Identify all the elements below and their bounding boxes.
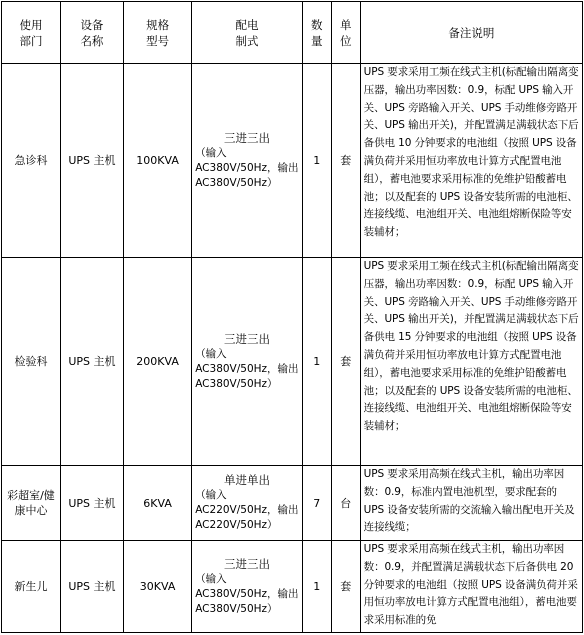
notes-cell: UPS 要求采用高频在线式主机，输出功率因数：0.9，并配置满足满载状态下后备供电 20 分钟要求的电池组（按照 UPS 设备满负荷并采用恒功率放电计算方式配置电池组），蓄电池要求采用标准的免 — [360, 541, 582, 633]
notes-cell: UPS 要求采用高频在线式主机，输出功率因数：0.9，标准内置电池机型，要求配套的 UPS 设备安装所需的交流输入输出配电开关及连接线缆； — [360, 466, 582, 541]
power-desc: （输入 AC380V/50Hz，输出 AC380V/50Hz） — [195, 347, 299, 390]
dept-cell: 新生儿 — [2, 541, 61, 633]
table-row — [2, 258, 583, 466]
device-cell: UPS 主机 — [60, 541, 123, 633]
table-header-row — [2, 2, 583, 64]
unit-cell: 台 — [331, 466, 360, 541]
header-power: 配电 制式 — [192, 2, 303, 64]
power-title: 单进单出 — [223, 473, 270, 487]
power-title: 三进三出 — [223, 130, 270, 145]
unit-cell: 套 — [331, 541, 360, 633]
qty-cell: 1 — [302, 258, 331, 466]
device-cell: UPS 主机 — [60, 258, 123, 466]
power-cell — [192, 541, 303, 633]
header-spec: 规格 型号 — [123, 2, 191, 64]
dept-cell: 彩超室/健康中心 — [2, 466, 61, 541]
qty-cell: 1 — [302, 64, 331, 258]
header-notes: 备注说明 — [360, 2, 582, 64]
unit-cell: 套 — [331, 64, 360, 258]
power-cell — [192, 64, 303, 258]
spec-cell: 100KVA — [123, 64, 191, 258]
power-title: 三进三出 — [223, 556, 270, 571]
table-row — [2, 541, 583, 633]
power-desc: （输入 AC380V/50Hz，输出 AC380V/50Hz） — [195, 146, 299, 189]
ups-spec-table — [1, 1, 583, 633]
table-row — [2, 466, 583, 541]
power-title: 三进三出 — [223, 331, 270, 346]
table-row — [2, 64, 583, 258]
spec-cell: 6KVA — [123, 466, 191, 541]
power-cell — [192, 466, 303, 541]
notes-cell: UPS 要求采用工频在线式主机(标配输出隔离变压器，输出功率因数：0.9，标配 UPS 输入开关、UPS 旁路输入开关、UPS 手动维修旁路开关、UPS 输出开关)，并配置满足满载状态下后备供电 10 分钟要求的电池组（按照 UPS 设备满负荷并采用恒功率放电计算方式配置电池组），蓄电池要求采用标准的免维护铅酸蓄电池；以及配套的 UPS 设备安装所需的电池柜、连接线缆、电池组开关、电池组熔断保险等安装辅材； — [360, 64, 582, 258]
spec-cell: 200KVA — [123, 258, 191, 466]
notes-cell: UPS 要求采用工频在线式主机(标配输出隔离变压器，输出功率因数：0.9，标配 UPS 输入开关、UPS 旁路输入开关、UPS 手动维修旁路开关、UPS 输出开关)，并配置满足满载状态下后备供电 15 分钟要求的电池组（按照 UPS 设备满负荷并采用恒功率放电计算方式配置电池组），蓄电池要求采用标准的免维护铅酸蓄电池；以及配套的 UPS 设备安装所需的电池柜、连接线缆、电池组开关、电池组熔断保险等安装辅材； — [360, 258, 582, 466]
power-desc: （输入 AC380V/50Hz，输出 AC380V/50Hz） — [195, 572, 299, 615]
dept-cell: 检验科 — [2, 258, 61, 466]
header-device: 设备 名称 — [60, 2, 123, 64]
header-dept: 使用 部门 — [2, 2, 61, 64]
power-desc: （输入 AC220V/50Hz，输出 AC220V/50Hz） — [195, 489, 299, 531]
header-unit: 单 位 — [331, 2, 360, 64]
device-cell: UPS 主机 — [60, 466, 123, 541]
qty-cell: 1 — [302, 541, 331, 633]
unit-cell: 套 — [331, 258, 360, 466]
device-cell: UPS 主机 — [60, 64, 123, 258]
dept-cell: 急诊科 — [2, 64, 61, 258]
header-qty: 数 量 — [302, 2, 331, 64]
qty-cell: 7 — [302, 466, 331, 541]
spec-cell: 30KVA — [123, 541, 191, 633]
power-cell — [192, 258, 303, 466]
